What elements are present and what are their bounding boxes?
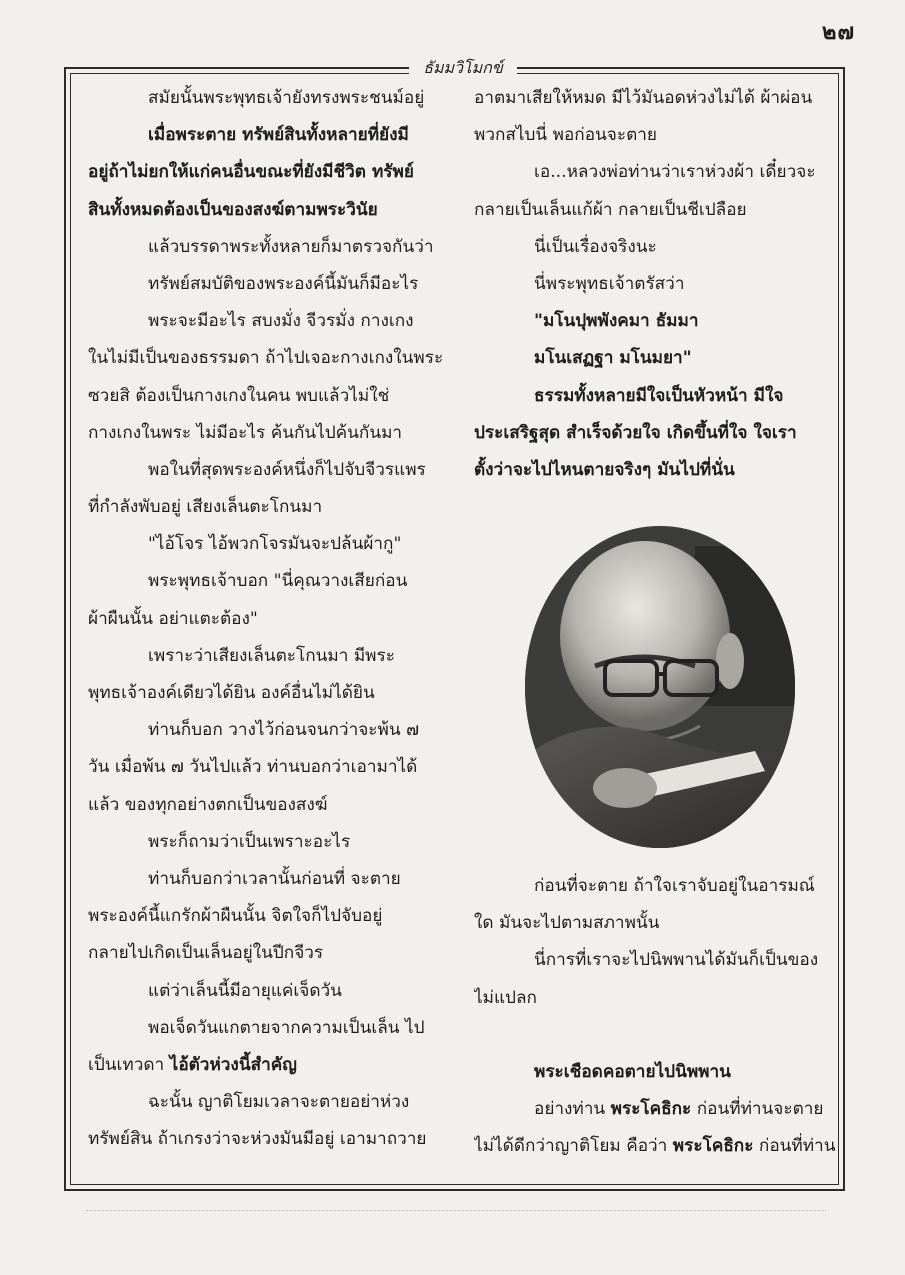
text-line [88,266,460,303]
text-line [88,973,460,1010]
text-line [474,229,836,266]
bold-text: อยู่ถ้าไม่ยกให้แก่คนอื่นขณะที่ยังมีชีวิต ทรัพย์ [88,162,414,183]
text-line [88,824,460,861]
text-run: พระองค์นี้แกรักผ้าผืนนั้น จิตใจก็ไปจับอยู่ [88,906,383,927]
text-line [88,749,460,786]
text-run: แล้ว ของทุกอย่างตกเป็นของสงฆ์ [88,794,328,815]
text-run: นี่การที่เราจะไปนิพพานได้มันก็เป็นของ [534,950,819,971]
bold-text: มโนเสฏฐา มโนมยา" [534,348,692,369]
footer-divider [86,1210,826,1212]
text-run: ที่กำลังพับอยู่ เสียงเล็นตะโกนมา [88,497,323,518]
text-run: พุทธเจ้าองค์เดียวได้ยิน องค์อื่นไม่ได้ยิน [88,683,375,703]
text-line [474,415,836,452]
bold-text: ประเสริฐสุด สำเร็จด้วยใจ เกิดขึ้นที่ใจ ใจเรา [474,422,797,443]
text-line [474,1054,836,1091]
bold-text: พระเชือดคอตายไปนิพพาน [534,1061,731,1082]
text-run: ผ้าผืนนั้น อย่าแตะต้อง" [88,608,258,629]
text-line [88,1121,460,1158]
monk-portrait-photo [525,526,795,848]
text-run: ก่อนที่ท่าน [753,1136,836,1157]
right-column-top [474,80,836,489]
text-line [88,526,460,563]
text-line [88,712,460,749]
text-line [88,192,460,229]
text-line [474,905,836,942]
monk-portrait-illustration [525,526,795,848]
text-line [88,303,460,340]
text-run: ก่อนที่ท่านจะตาย [691,1099,824,1120]
text-run: เป็นเทวดา [88,1054,170,1075]
running-header-title: ธัมมวิโมกข์ [409,56,517,81]
text-run: ก่อนที่จะตาย ถ้าใจเราจับอยู่ในอารมณ์ [534,876,815,896]
text-run: ทรัพย์สิน ถ้าเกรงว่าจะห่วงมันมีอยู่ เอามาถวาย [88,1129,427,1150]
text-line [474,452,836,489]
text-run: พอเจ็ดวันแกตายจากความเป็นเล็น ไป [148,1017,425,1038]
text-run: ซวยสิ ต้องเป็นกางเกงในคน พบแล้วไม่ใช่ [88,385,390,406]
text-line [474,980,836,1017]
text-run: สมัยนั้นพระพุทธเจ้ายังทรงพระชนม์อยู่ [148,88,425,108]
text-run: ในไม่มีเป็นของธรรมดา ถ้าไปเจอะกางเกงในพระ [88,348,444,369]
right-column-bottom [474,868,836,1166]
text-line [474,1017,836,1054]
text-run: ไม่ได้ดีกว่าญาติโยม คือว่า [474,1136,673,1157]
text-run: พระพุทธเจ้าบอก "นี่คุณวางเสียก่อน [148,571,408,592]
bold-text: ตั้งว่าจะไปไหนตายจริงๆ มันไปที่นั่น [474,459,735,480]
text-run: พอในที่สุดพระองค์หนึ่งก็ไปจับจีวรแพร [148,459,426,480]
text-line [88,638,460,675]
text-run: ทรัพย์สมบัติของพระองค์นี้มันก็มีอะไร [148,273,419,294]
text-run: อาตมาเสียให้หมด มีไว้มันอดห่วงไม่ได้ ผ้าผ่อน [474,88,813,108]
bold-text: พระโคธิกะ [672,1136,754,1157]
text-line [474,192,836,229]
text-run: เพราะว่าเสียงเล็นตะโกนมา มีพระ [148,645,395,666]
text-run: แต่ว่าเล็นนี้มีอายุแค่เจ็ดวัน [148,980,342,1001]
bold-text: สินทั้งหมดต้องเป็นของสงฆ์ตามพระวินัย [88,199,378,220]
text-run: ฉะนั้น ญาติโยมเวลาจะตายอย่าห่วง [148,1092,410,1113]
text-line [474,266,836,303]
text-run: พระก็ถามว่าเป็นเพราะอะไร [148,831,351,852]
text-line [474,1091,836,1128]
text-run: อย่างท่าน [534,1099,611,1120]
text-line [88,452,460,489]
text-line [88,378,460,415]
text-line [88,563,460,600]
text-line [88,1084,460,1121]
text-run: ท่านก็บอกว่าเวลานั้นก่อนที่ จะตาย [148,868,401,889]
text-line [474,1128,836,1165]
text-run: ไม่แปลก [474,987,537,1008]
text-line [474,303,836,340]
text-line [474,942,836,979]
left-column [88,80,460,1158]
text-line [88,117,460,154]
text-run: นี่เป็นเรื่องจริงนะ [534,236,657,257]
bold-text: พระโคธิกะ [610,1099,692,1120]
page-number: ๒๗ [821,19,855,45]
text-run: พระจะมีอะไร สบงมั่ง จีวรมั่ง กางเกง [148,311,414,332]
text-line [88,787,460,824]
text-run: พวกสไบนี่ พอก่อนจะตาย [474,125,657,146]
text-run: กางเกงในพระ ไม่มีอะไร ค้นกันไปค้นกันมา [88,422,403,443]
text-line [88,229,460,266]
text-line [88,1047,460,1084]
text-line [88,675,460,712]
text-line [88,601,460,638]
text-line [88,415,460,452]
text-run: "ไอ้โจร ไอ้พวกโจรมันจะปล้นผ้ากู" [148,534,402,555]
text-line [88,898,460,935]
bold-text: เมื่อพระตาย ทรัพย์สินทั้งหลายที่ยังมี [148,125,409,146]
bold-text: "มโนปุพพังคมา ธัมมา [534,311,699,332]
text-run: วัน เมื่อพ้น ๗ วันไปแล้ว ท่านบอกว่าเอามาได้ [88,757,418,778]
text-line [88,80,460,117]
text-line [88,1010,460,1047]
text-run: นี่พระพุทธเจ้าตรัสว่า [534,273,685,294]
bold-text: ไอ้ตัวห่วงนี้สำคัญ [169,1054,297,1075]
text-run: กลายไปเกิดเป็นเล็นอยู่ในปีกจีวร [88,943,324,964]
text-line [474,80,836,117]
bold-text: ธรรมทั้งหลายมีใจเป็นหัวหน้า มีใจ [534,385,784,406]
text-line [88,340,460,377]
text-line [88,489,460,526]
text-run: กลายเป็นเล็นแก้ผ้า กลายเป็นชีเปลือย [474,199,747,220]
text-line [88,154,460,191]
text-line [88,935,460,972]
text-line [474,117,836,154]
text-run: ท่านก็บอก วางไว้ก่อนจนกว่าจะพ้น ๗ [148,720,420,741]
text-run: เอ...หลวงพ่อท่านว่าเราห่วงผ้า เดี๋ยวจะ [534,162,816,183]
text-line [88,861,460,898]
text-line [474,340,836,377]
text-run: แล้วบรรดาพระทั้งหลายก็มาตรวจกันว่า [148,236,434,257]
text-run: ใด มันจะไปตามสภาพนั้น [474,913,660,934]
text-line [474,868,836,905]
text-line [474,378,836,415]
text-line [474,154,836,191]
